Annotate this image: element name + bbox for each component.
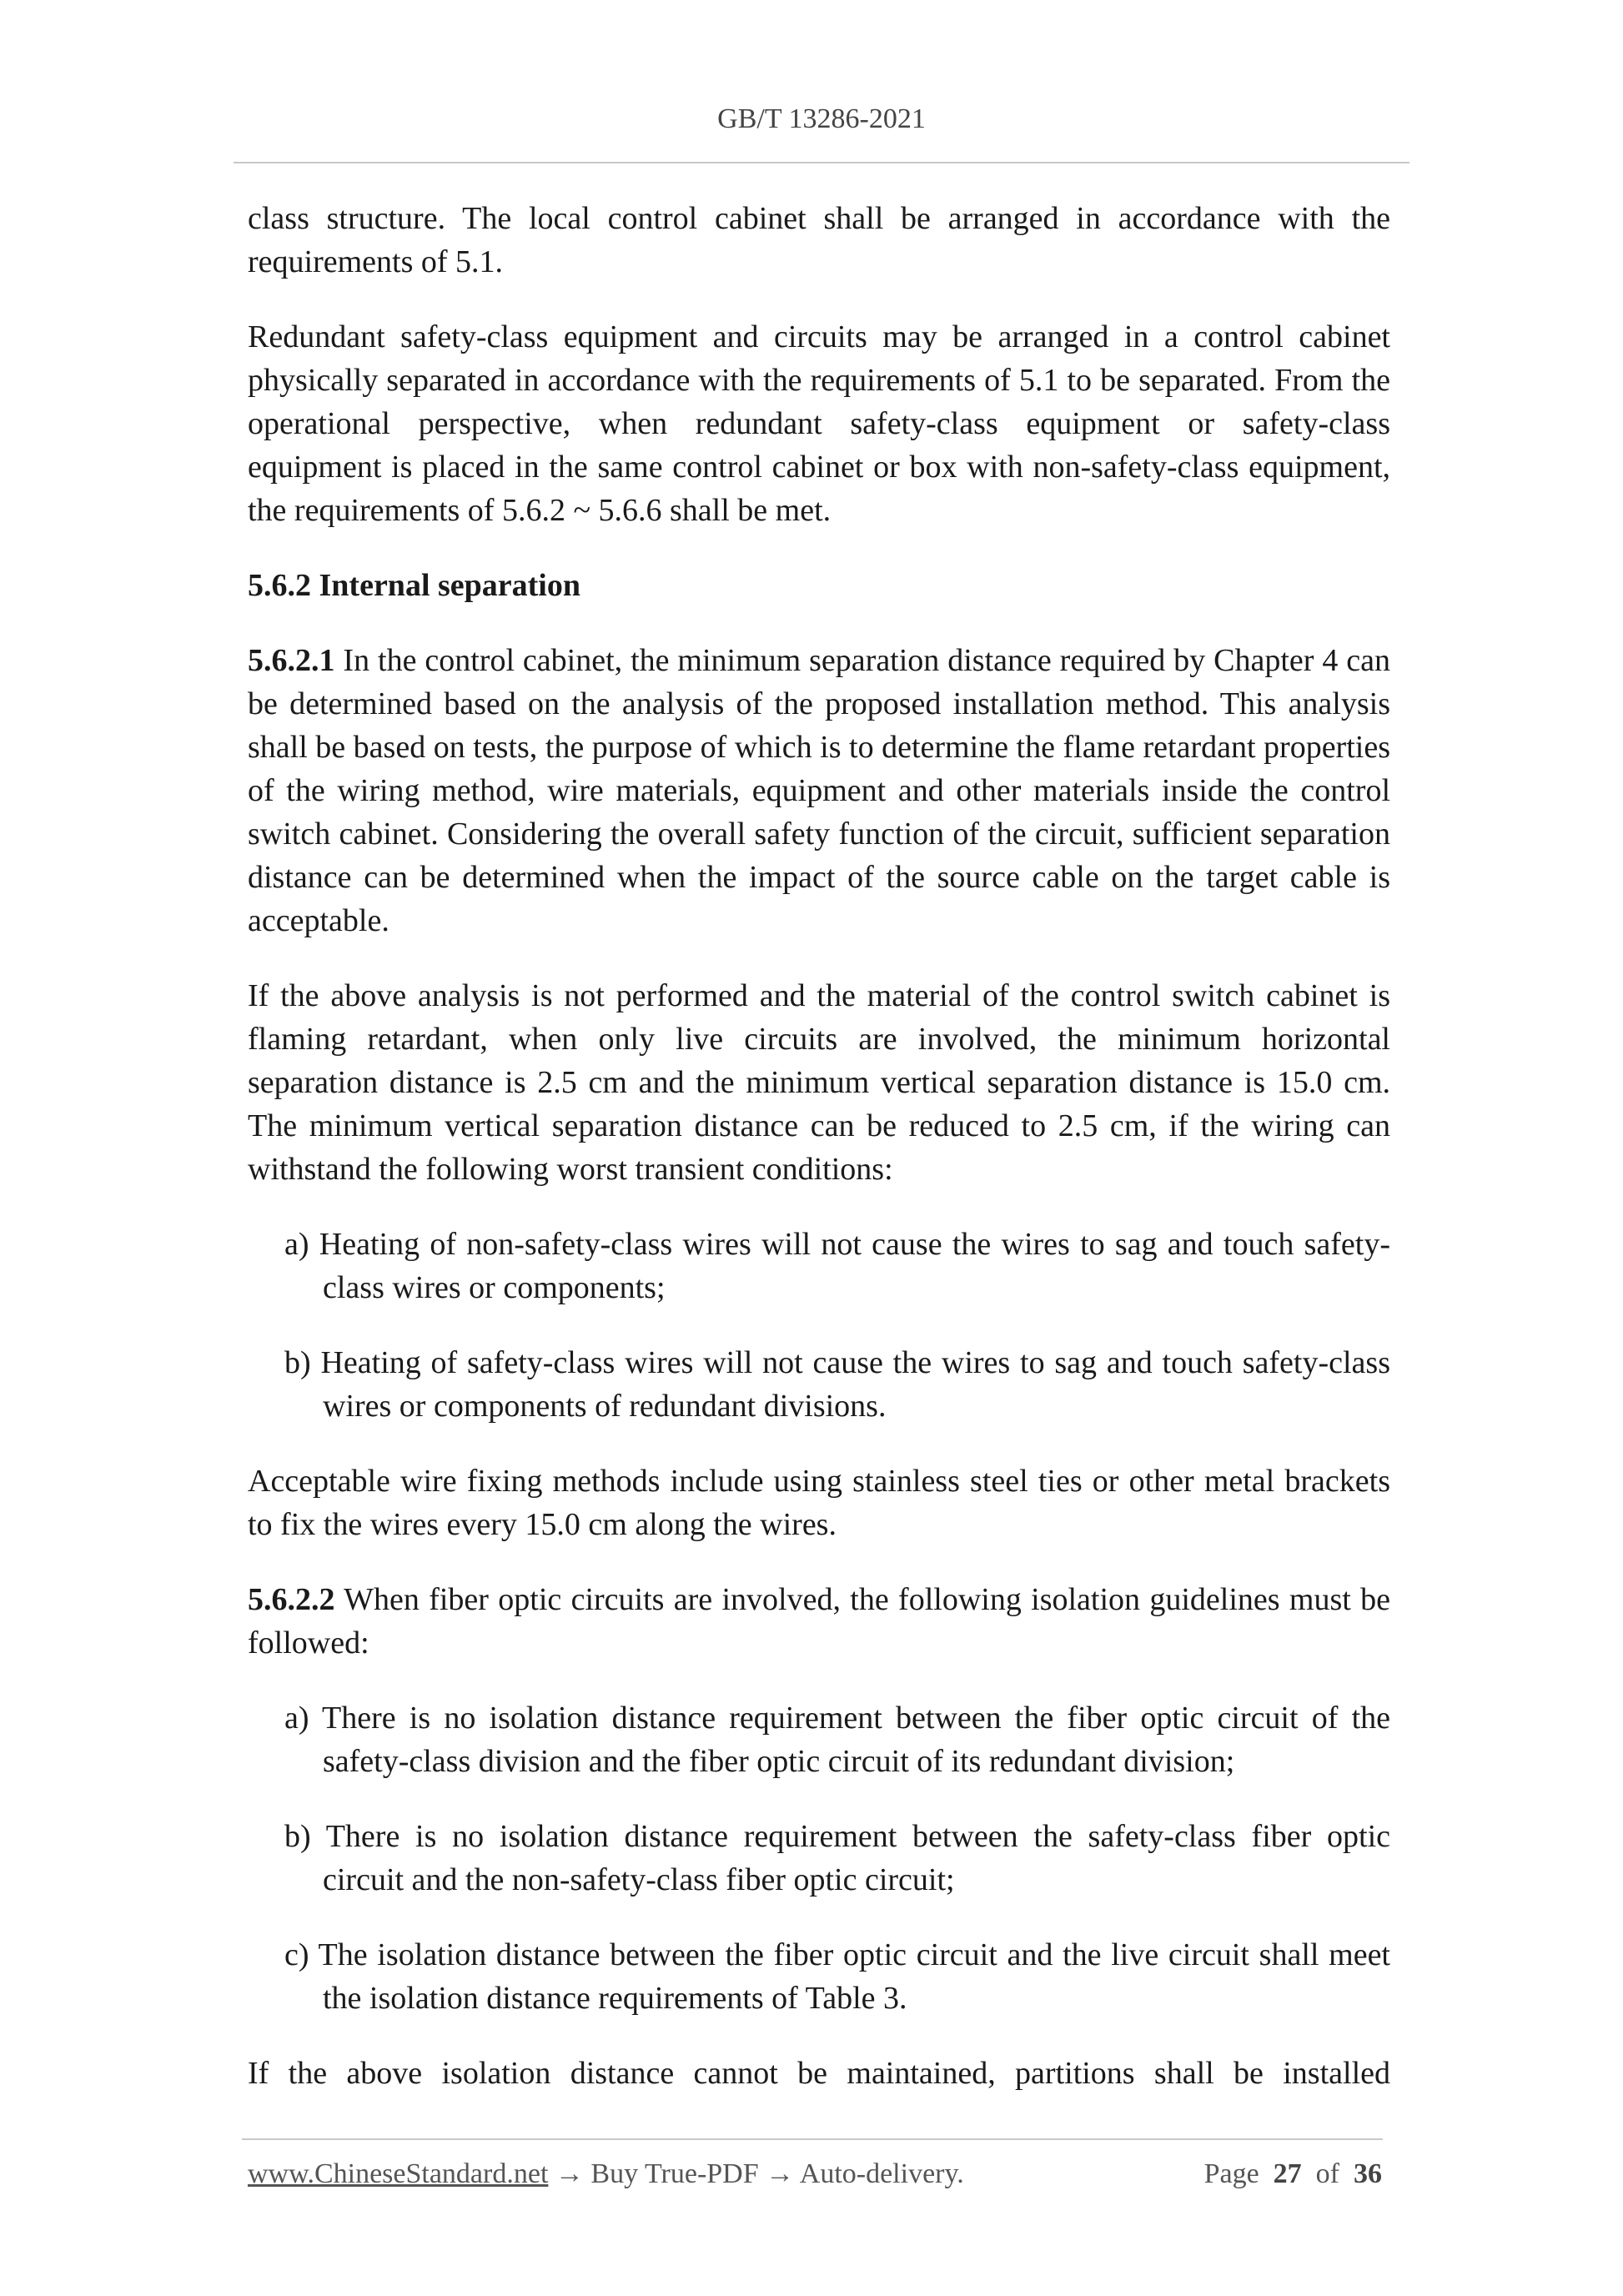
paragraph-redundant-equipment: Redundant safety-class equipment and circuits may be arranged in a control cabinet physically separated in accordance with the requirements of 5.1 to be separated. From the operational perspective, when redundant safety-class equipment or safety-class equipment is placed in the same control cabinet or box with non-safety-class equipment, the requirements of 5.6.2 ~ 5.6.6 shall be met.: [248, 319, 1390, 528]
paragraph-continuation: class structure. The local control cabinet shall be arranged in accordance with the requirements of 5.1.: [248, 201, 1390, 279]
page-indicator: [1204, 2158, 1382, 2190]
list-item-b: [248, 1341, 1390, 1428]
current-page-number: 27: [1273, 2158, 1302, 2189]
total-pages-number: 36: [1354, 2158, 1382, 2189]
page-footer: [248, 2158, 1382, 2200]
list-label: b): [284, 1345, 311, 1380]
footer-promo: [248, 2158, 964, 2190]
list-label: a): [284, 1227, 309, 1262]
list-text: The isolation distance between the fiber optic circuit and the live circuit shall meet the isolation distance requirements of Table 3.: [309, 1937, 1390, 2016]
page-label: Page: [1203, 2158, 1259, 2189]
list-item-a: [248, 1696, 1390, 1783]
list-label: b): [284, 1819, 311, 1854]
header-divider: [234, 162, 1409, 163]
of-label: of: [1315, 2158, 1339, 2189]
clause-5-6-2-1: [248, 639, 1390, 942]
site-link[interactable]: www.ChineseStandard.net: [248, 2158, 549, 2189]
document-body: [248, 197, 1390, 2095]
clause-5-6-2-2: [248, 1578, 1390, 1665]
clause-number: 5.6.2.2: [248, 1582, 335, 1617]
list-text: There is no isolation distance requirement between the fiber optic circuit of the safety-class division and the fiber optic circuit of its redundant division;: [309, 1701, 1390, 1779]
paragraph-minimum-distance: If the above analysis is not performed and the material of the control switch cabinet is flaming retardant, when only live circuits are involved, the minimum horizontal separation distance is 2.5 cm and the minimum vertical separation distance is 15.0 cm. The minimum vertical separation distance can be reduced to 2.5 cm, if the wiring can withstand the following worst transient conditions:: [248, 978, 1390, 1187]
list-text: Heating of safety-class wires will not cause the wires to sag and touch safety-class wires or components of redundant divisions.: [310, 1345, 1390, 1424]
list-text: Heating of non-safety-class wires will not cause the wires to sag and touch safety-class wires or components;: [309, 1227, 1390, 1305]
footer-divider: [242, 2138, 1383, 2140]
delivery-text: Auto-delivery.: [794, 2158, 964, 2189]
list-label: c): [284, 1937, 309, 1972]
section-heading-5-6-2: 5.6.2 Internal separation: [248, 568, 580, 603]
clause-number: 5.6.2.1: [248, 643, 335, 678]
buy-text: Buy True-PDF: [583, 2158, 766, 2189]
list-item-b: [248, 1815, 1390, 1902]
paragraph-wire-fixing: Acceptable wire fixing methods include using stainless steel ties or other metal brackets to fix the wires every 15.0 cm along the wires.: [248, 1464, 1390, 1542]
clause-text: When fiber optic circuits are involved, the following isolation guidelines must be followed:: [248, 1582, 1390, 1660]
list-text: There is no isolation distance requirement between the safety-class fiber optic circuit and the non-safety-class fiber optic circuit;: [310, 1819, 1390, 1897]
paragraph-partitions: If the above isolation distance cannot be maintained, partitions shall be installed: [248, 2056, 1390, 2091]
arrow-right-icon: →: [555, 2158, 584, 2189]
clause-text: In the control cabinet, the minimum separation distance required by Chapter 4 can be determined based on the analysis of the proposed installation method. This analysis shall be based on tests, the purpose of which is to determine the flame retardant properties of the wiring method, wire materials, equipment and other materials inside the control switch cabinet. Considering the overall safety function of the circuit, sufficient separation distance can be determined when the impact of the source cable on the target cable is acceptable.: [248, 643, 1390, 938]
list-label: a): [284, 1701, 309, 1736]
arrow-right-icon: →: [766, 2158, 795, 2189]
running-header: GB/T 13286-2021: [717, 103, 926, 134]
list-item-c: [248, 1933, 1390, 2020]
list-item-a: [248, 1223, 1390, 1309]
